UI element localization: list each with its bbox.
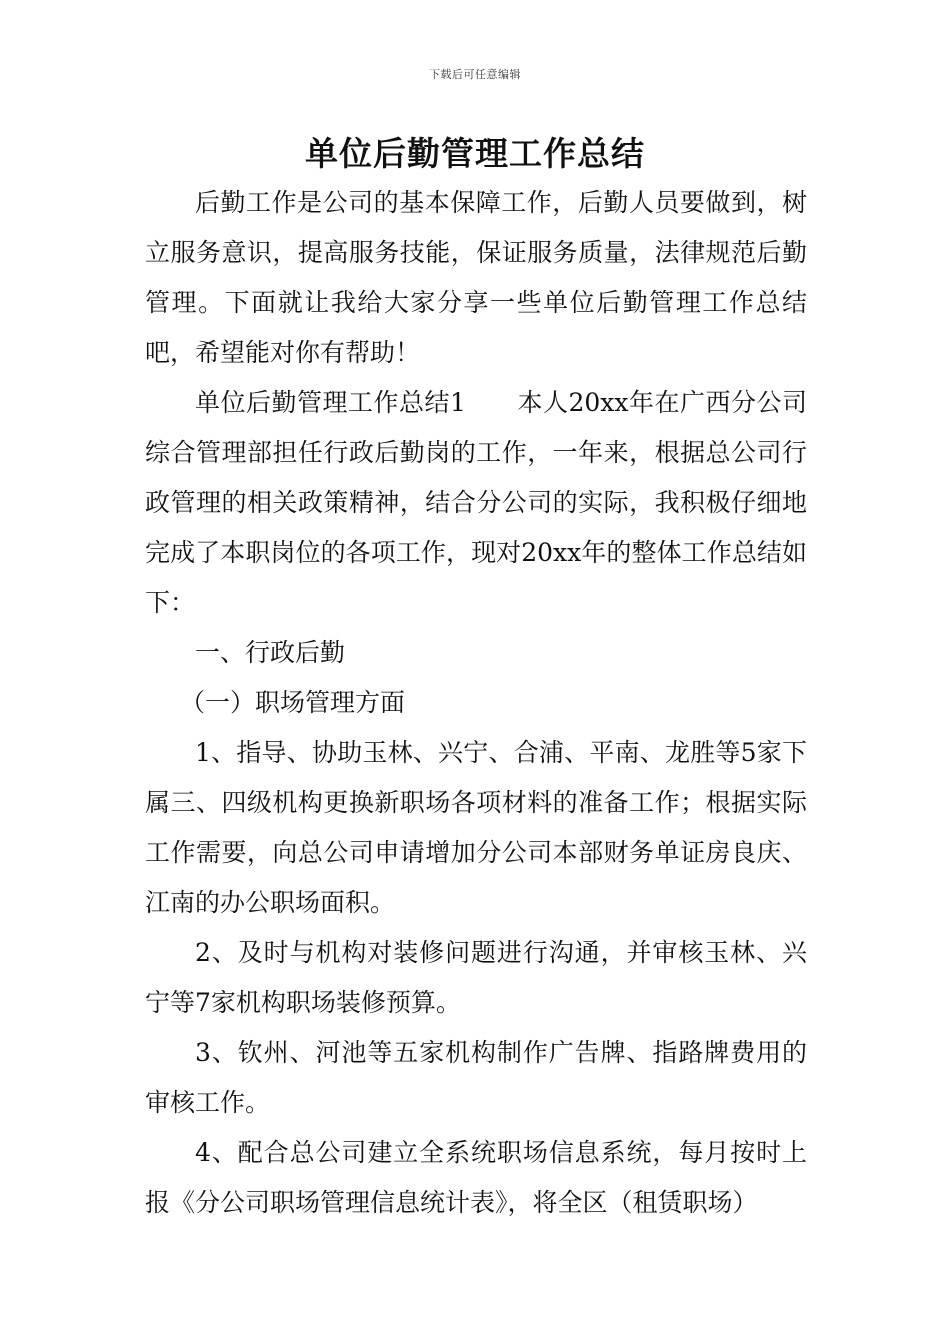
- header-note: 下载后可任意编辑: [429, 68, 521, 81]
- paragraph-item-3: 3、钦州、河池等五家机构制作广告牌、指路牌费用的审核工作。: [145, 1038, 807, 1117]
- paragraph-summary-1: 单位后勤管理工作总结1 本人20xx年在广西分公司综合管理部担任行政后勤岗的工作，一年来，根据总公司行政管理的相关政策精神，结合分公司的实际，我积极仔细地完成了本职岗位的各项工作，现对20xx年的整体工作总结如下：: [145, 388, 807, 617]
- document-body: [145, 178, 807, 1228]
- section-heading: 一、行政后勤: [195, 638, 346, 667]
- paragraph-item-4: 4、配合总公司建立全系统职场信息系统，每月按时上报《分公司职场管理信息统计表》，将全区（租赁职场）: [145, 1138, 807, 1217]
- paragraph-item-1: 1、指导、协助玉林、兴宁、合浦、平南、龙胜等5家下属三、四级机构更换新职场各项材料的准备工作；根据实际工作需要，向总公司申请增加分公司本部财务单证房良庆、江南的办公职场面积。: [145, 738, 807, 917]
- paragraph-item-2: 2、及时与机构对装修问题进行沟通，并审核玉林、兴宁等7家机构职场装修预算。: [145, 938, 807, 1017]
- paragraph-intro: 后勤工作是公司的基本保障工作，后勤人员要做到，树立服务意识，提高服务技能，保证服务质量，法律规范后勤管理。下面就让我给大家分享一些单位后勤管理工作总结吧，希望能对你有帮助！: [145, 188, 807, 367]
- subsection-heading: （一）职场管理方面: [180, 688, 406, 717]
- document-title: 单位后勤管理工作总结: [305, 134, 645, 173]
